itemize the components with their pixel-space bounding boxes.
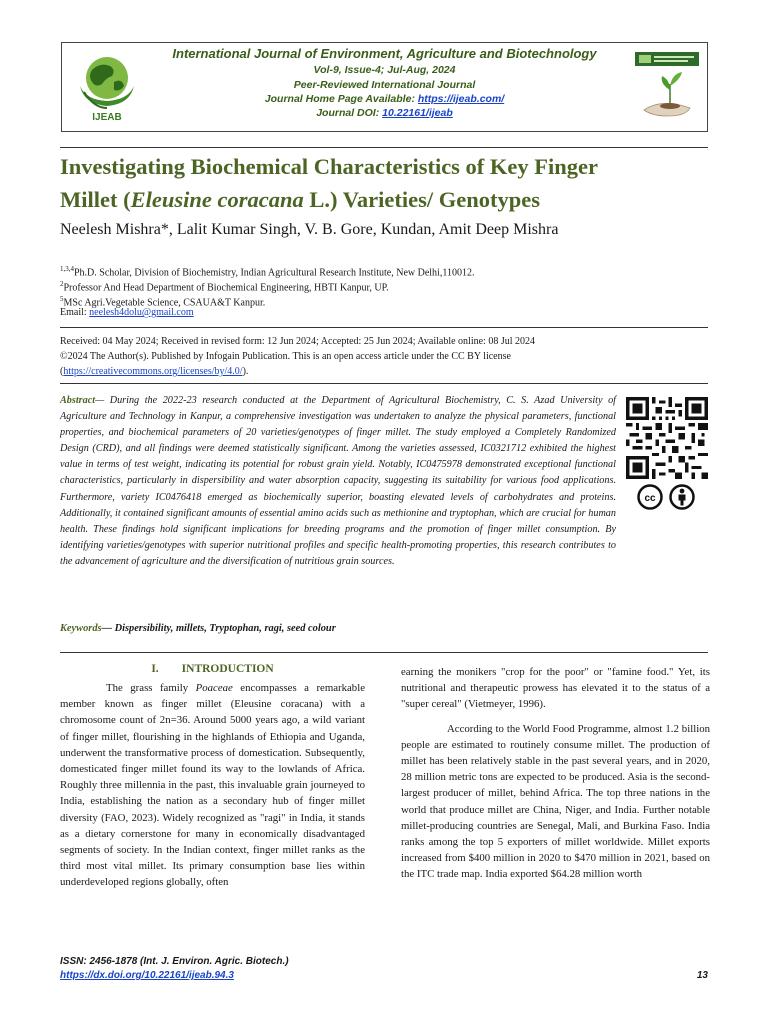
- body-column-left: [60, 680, 365, 891]
- journal-doi-label: Journal DOI:: [316, 107, 383, 119]
- email-label: Email:: [60, 307, 90, 318]
- abstract-label: Abstract: [60, 395, 96, 406]
- keywords: [60, 623, 620, 634]
- license-paren: (: [60, 366, 64, 377]
- journal-volume: Vol-9, Issue-4; Jul-Aug, 2024: [313, 64, 456, 76]
- page-number: 13: [696, 970, 708, 981]
- author-email: [60, 306, 710, 320]
- journal-home-line: [62, 93, 707, 105]
- affiliation-text: MSc Agri.Vegetable Science, CSAUA&T Kanpur.: [63, 297, 266, 309]
- body-column-right: [401, 664, 710, 883]
- paragraph-italic: Poaceae: [195, 682, 233, 694]
- journal-header: [61, 42, 708, 132]
- affiliation-text: Ph.D. Scholar, Division of Biochemistry, Indian Agricultural Research Institute, New Delhi,110012.: [74, 267, 475, 279]
- email-link[interactable]: neelesh4dolu@gmail.com: [89, 307, 194, 318]
- abstract-rule: [60, 383, 708, 384]
- paragraph-text: encompasses a remarkable member known as finger millet (Eleusine coracana) with a chromosome count of 2n=36. Around 5000 years ago, a wild variant of finger millet, flourishing in the highlands of Ethiopia and Uganda, underwent the transformative process of domestication. Subsequently, domesticated finger millet found its way to the lowlands of Africa. Roughly three millennia in the past, this invaluable grain journeyed to India, establishing the nation as a secondary hub of finger millet diversity (FAO, 2023). Widely recognized as "ragi" in India, it stands as a dietary cornerstone for many in economically disadvantaged segments of society. In the Indian context, finger millet ranks as the third most vital millet. Its primary consumption base lies within underdeveloped regions globally, often: [60, 682, 365, 889]
- logo-text: IJEAB: [92, 112, 122, 123]
- keywords-text: — Dispersibility, millets, Tryptophan, ragi, seed colour: [101, 623, 336, 634]
- header-rule: [60, 147, 708, 148]
- keywords-label: Keywords: [60, 623, 102, 634]
- received-dates: Received: 04 May 2024; Received in revised form: 12 Jun 2024; Accepted: 25 Jun 2024; Available online: 08 Jul 2024: [60, 336, 536, 347]
- abstract-text: — During the 2022-23 research conducted at the Department of Agricultural Biochemistry, C. S. Azad University of Agriculture and Technology in Kanpur, a comprehensive investigation was undertaken to analyze the physical parameters, functional properties, and biochemical parameters of 20 varieties/genotypes of finger millet. The study employed a Completely Randomized Design (CRD), and all findings were deemed statistically significant. Among the varieties assessed, IC0321712 exhibited the highest value in terms of test weight, indicating its potential for robust grain yield. Notably, IC0475978 demonstrated exceptional functional characteristics, particularly in dispersibility and water absorption capacity, suggesting its suitability for various food applications. Furthermore, variety IC0476418 emerged as biochemically superior, boasting elevated levels of carbohydrates and proteins. Additionally, it contained significant amounts of essential amino acids such as methionine and tryptophan, which are crucial for human health. These findings hold significant implications for breeding programs and the promotion of finger millet consumption. By identifying varieties/genotypes with superior nutritional profiles and specific health-promoting properties, this research contributes to the advancement of agriculture and the diversification of nutritious grain sources.: [60, 395, 616, 567]
- by-icon: [680, 489, 685, 494]
- article-title-part: L.) Varieties/ Genotypes: [303, 187, 540, 212]
- paragraph-text: The grass family: [106, 682, 196, 694]
- qr-code-icon[interactable]: [624, 397, 710, 479]
- article-title-line-1: Investigating Biochemical Characteristics of Key Finger: [60, 154, 599, 179]
- copyright-line: ©2024 The Author(s). Published by Infogain Publication. This is an open access article under the CC BY license: [60, 351, 511, 362]
- journal-name: International Journal of Environment, Agriculture and Biotechnology: [172, 46, 597, 61]
- affiliation-marker: 1,3,4: [60, 265, 74, 273]
- paragraph: According to the World Food Programme, almost 1.2 billion people are estimated to routinely consume millet. The production of millet has been relatively stable in the past several years, and in 2020, 28 million metric tons are expected to be produced. Asia is the second-largest producer of millet, behind Africa. The top three nations in the world that produce millet are China, Niger, and India. Further notable millet-producing countries are Senegal, Mali, and Burkina Faso. India ranks among the top 5 exporters of millet worldwide. Millet exports increased from $400 million in 2020 to $470 million in 2021, based on the ITC trade map. India exported $64.28 million worth: [401, 722, 710, 881]
- footer-issn: ISSN: 2456-1878 (Int. J. Environ. Agric. Biotech.): [60, 956, 289, 967]
- paragraph: [60, 680, 365, 891]
- journal-home-label: Journal Home Page Available:: [264, 93, 418, 105]
- affiliation-marker: 2: [60, 280, 64, 288]
- journal-home-link[interactable]: https://ijeab.com/: [417, 93, 505, 105]
- cc-icon: cc: [644, 493, 656, 504]
- section-heading: I. INTRODUCTION: [151, 663, 274, 675]
- affiliation-text: Professor And Head Department of Biochemical Engineering, HBTI Kanpur, UP.: [63, 282, 389, 294]
- affiliation-marker: 5: [60, 295, 64, 303]
- journal-logo-icon: [70, 48, 145, 123]
- journal-peer-reviewed: Peer-Reviewed International Journal: [293, 79, 476, 91]
- footer-doi-link[interactable]: https://dx.doi.org/10.22161/ijeab.94.3: [60, 970, 234, 981]
- article-title-species: Eleusine coracana: [130, 187, 304, 212]
- paragraph: earning the monikers "crop for the poor" or "famine food." Yet, its nutritional and therapeutic prowess has elevated it to the status of a "super cereal" (Vietmeyer, 1996).: [401, 666, 710, 711]
- cc-by-license-icon[interactable]: [637, 484, 699, 510]
- license-link[interactable]: https://creativecommons.org/licenses/by/4.0/: [63, 366, 243, 377]
- journal-doi-link[interactable]: 10.22161/ijeab: [382, 107, 453, 119]
- journal-cover-icon: [632, 50, 702, 125]
- author-list: Neelesh Mishra*, Lalit Kumar Singh, V. B. Gore, Kundan, Amit Deep Mishra: [60, 221, 559, 238]
- journal-doi-line: [62, 107, 707, 119]
- article-title: [60, 150, 710, 216]
- article-title-line-2: [60, 183, 710, 216]
- body-rule: [60, 652, 708, 653]
- abstract: [60, 393, 616, 570]
- article-title-part: Millet (: [60, 187, 131, 212]
- meta-rule: [60, 327, 708, 328]
- license-line: [60, 364, 710, 379]
- license-paren: ).: [242, 366, 249, 377]
